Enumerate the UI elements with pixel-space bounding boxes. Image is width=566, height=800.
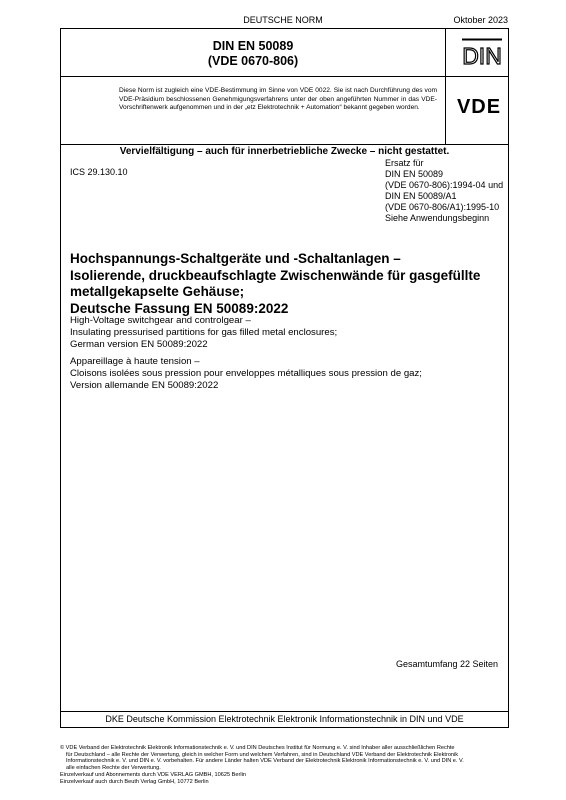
svg-text:DIN: DIN xyxy=(462,43,502,68)
footer-line: für Deutschland – alle Rechte der Verwertung, gleich in welcher Form und welchem Verfahren, sind in Deutschland VDE Verband der Elektrotechnik Elektronik xyxy=(66,751,459,758)
replacement-info xyxy=(385,158,503,224)
title-german-line: Hochspannungs-Schaltgeräte und -Schaltanlagen – xyxy=(70,251,401,266)
footer-line: © VDE Verband der Elektrotechnik Elektronik Informationstechnik e. V. und DIN Deutsches Institut für Normung e. V. sind Inhaber aller ausschließlichen Rechte xyxy=(60,745,455,751)
vde-logo xyxy=(451,95,507,117)
vde-classification: (VDE 0670-806) xyxy=(207,54,299,68)
note-divider xyxy=(61,144,508,145)
standard-number: DIN EN 50089 xyxy=(212,39,294,53)
title-french xyxy=(70,356,508,392)
title-german-line: metallgekapselte Gehäuse; xyxy=(70,284,245,299)
ics-code: ICS 29.130.10 xyxy=(70,167,128,177)
replacement-line: Ersatz für xyxy=(385,158,424,168)
footer-line: Einzelverkauf auch durch Beuth Verlag GmbH, 10772 Berlin xyxy=(60,778,209,785)
title-english-line: High-Voltage switchgear and controlgear – xyxy=(70,315,251,326)
din-logo xyxy=(462,38,502,68)
title-english-line: German version EN 50089:2022 xyxy=(70,339,208,350)
title-english xyxy=(70,315,505,351)
title-page-frame xyxy=(60,28,509,728)
title-french-line: Version allemande EN 50089:2022 xyxy=(70,380,219,391)
title-french-line: Appareillage à haute tension – xyxy=(70,356,200,367)
footer-line: Einzelverkauf und Abonnements durch VDE VERLAG GMBH, 10625 Berlin xyxy=(60,771,246,778)
replacement-line: DIN EN 50089 xyxy=(385,169,444,179)
issue-date: Oktober 2023 xyxy=(453,15,508,25)
replacement-line: (VDE 0670-806):1994-04 und xyxy=(385,180,504,190)
copyright-footer xyxy=(60,745,512,785)
replacement-line: Siehe Anwendungsbeginn xyxy=(385,213,490,223)
title-german-line: Isolierende, druckbeaufschlagte Zwischenwände für gasgefüllte xyxy=(70,267,481,283)
reproduction-notice: Vervielfältigung – auch für innerbetriebliche Zwecke – nicht gestattet. xyxy=(119,146,450,157)
svg-text:VDE: VDE xyxy=(456,96,502,117)
footer-line: alle einfachen Rechte der Verwertung. xyxy=(66,765,161,772)
committee-name: DKE Deutsche Kommission Elektrotechnik Elektronik Informationstechnik in DIN und VDE xyxy=(105,714,464,724)
vde-regulation-note: Diese Norm ist zugleich eine VDE-Bestimmung im Sinne von VDE 0022. Sie ist nach Durchführung des vom VDE-Präsidium beschlossenen Genehmigungsverfahrens unter der oben angeführten Nummer in das VDE-Vorschriftenwerk aufgenommen und in der „etz Elektrotechnik + Automation“ bekannt gegeben worden. xyxy=(119,87,437,112)
total-pages: Gesamtumfang 22 Seiten xyxy=(395,659,498,669)
title-german-line: Deutsche Fassung EN 50089:2022 xyxy=(70,300,289,316)
replacement-line: DIN EN 50089/A1 xyxy=(385,191,457,201)
logo-column-divider xyxy=(445,29,446,144)
title-english-line: Insulating pressurised partitions for gas filled metal enclosures; xyxy=(70,327,338,338)
committee-divider xyxy=(61,711,508,712)
header-divider xyxy=(61,76,508,77)
norm-type-label: DEUTSCHE NORM xyxy=(243,15,323,25)
replacement-line: (VDE 0670-806/A1):1995-10 xyxy=(385,202,500,212)
title-german xyxy=(70,251,505,317)
footer-line: Informationstechnik e. V. und DIN e. V. vorbehalten. Für andere Länder halten VDE Verband der Elektrotechnik Elektronik Informationstechnik e. V. und DIN e. V. xyxy=(66,758,464,765)
title-french-line: Cloisons isolées sous pression pour enveloppes métalliques sous pression de gaz; xyxy=(70,368,422,379)
